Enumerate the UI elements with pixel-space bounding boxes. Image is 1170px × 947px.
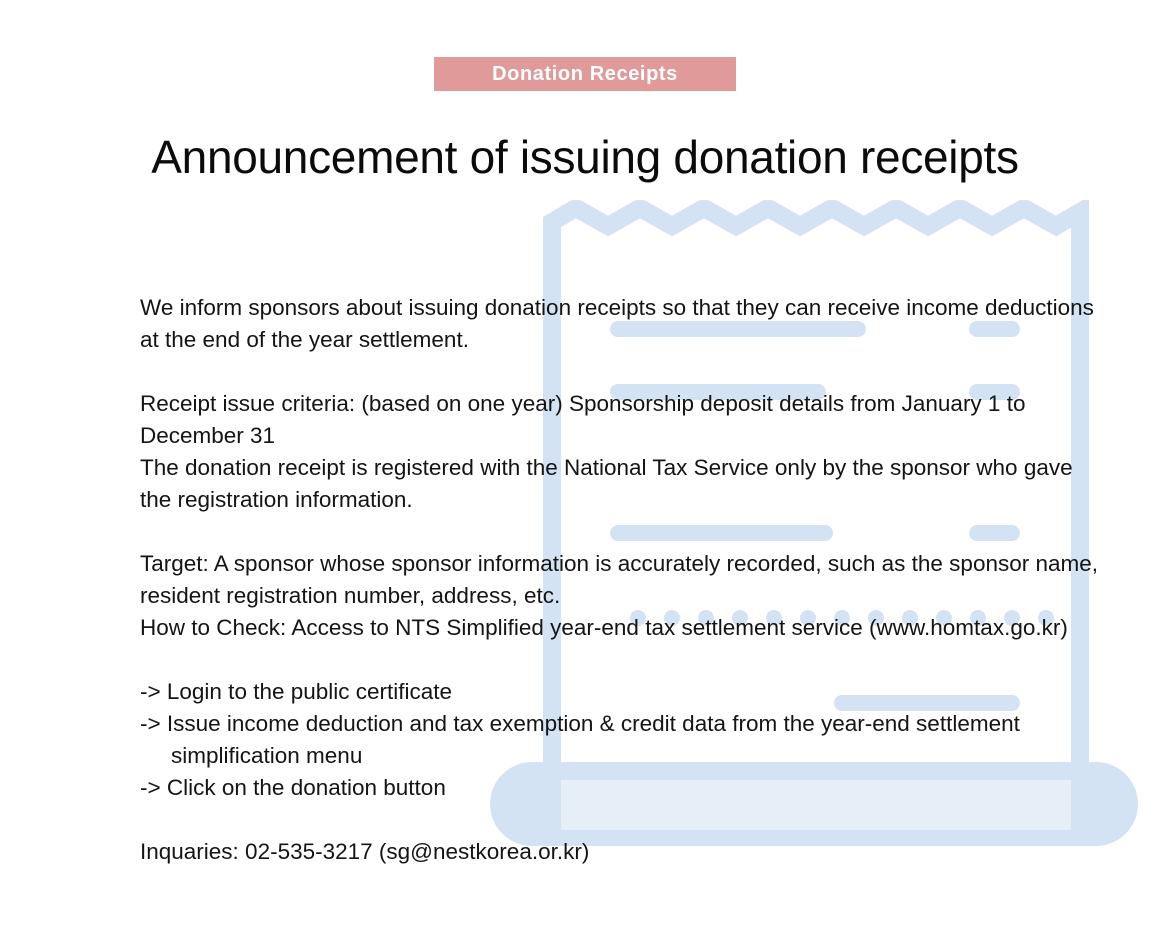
intro-paragraph: We inform sponsors about issuing donation receipts so that they can receive income deductions at the end of the year settlement.	[140, 295, 1094, 352]
category-badge	[434, 57, 736, 91]
target-text: Target: A sponsor whose sponsor information is accurately recorded, such as the sponsor name, resident registration number, address, etc.	[140, 551, 1099, 608]
category-badge-label: Donation Receipts	[492, 62, 678, 85]
step-item: -> Issue income deduction and tax exemption & credit data from the year-end settlement simplification menu	[140, 711, 1020, 768]
announcement-body	[140, 292, 1100, 868]
issue-criteria-text: Receipt issue criteria: (based on one year) Sponsorship deposit details from January 1 to December 31	[140, 391, 1026, 448]
page-title: Announcement of issuing donation receipts	[151, 131, 1019, 183]
how-to-check-text: How to Check: Access to NTS Simplified year-end tax settlement service (www.homtax.go.kr)	[140, 615, 1068, 640]
contact-info: Inquaries: 02-535-3217 (sg@nestkorea.or.kr)	[140, 839, 590, 864]
step-item: -> Login to the public certificate	[140, 679, 453, 704]
step-item: -> Click on the donation button	[140, 775, 446, 800]
registration-text: The donation receipt is registered with the National Tax Service only by the sponsor who gave the registration information.	[140, 455, 1073, 512]
